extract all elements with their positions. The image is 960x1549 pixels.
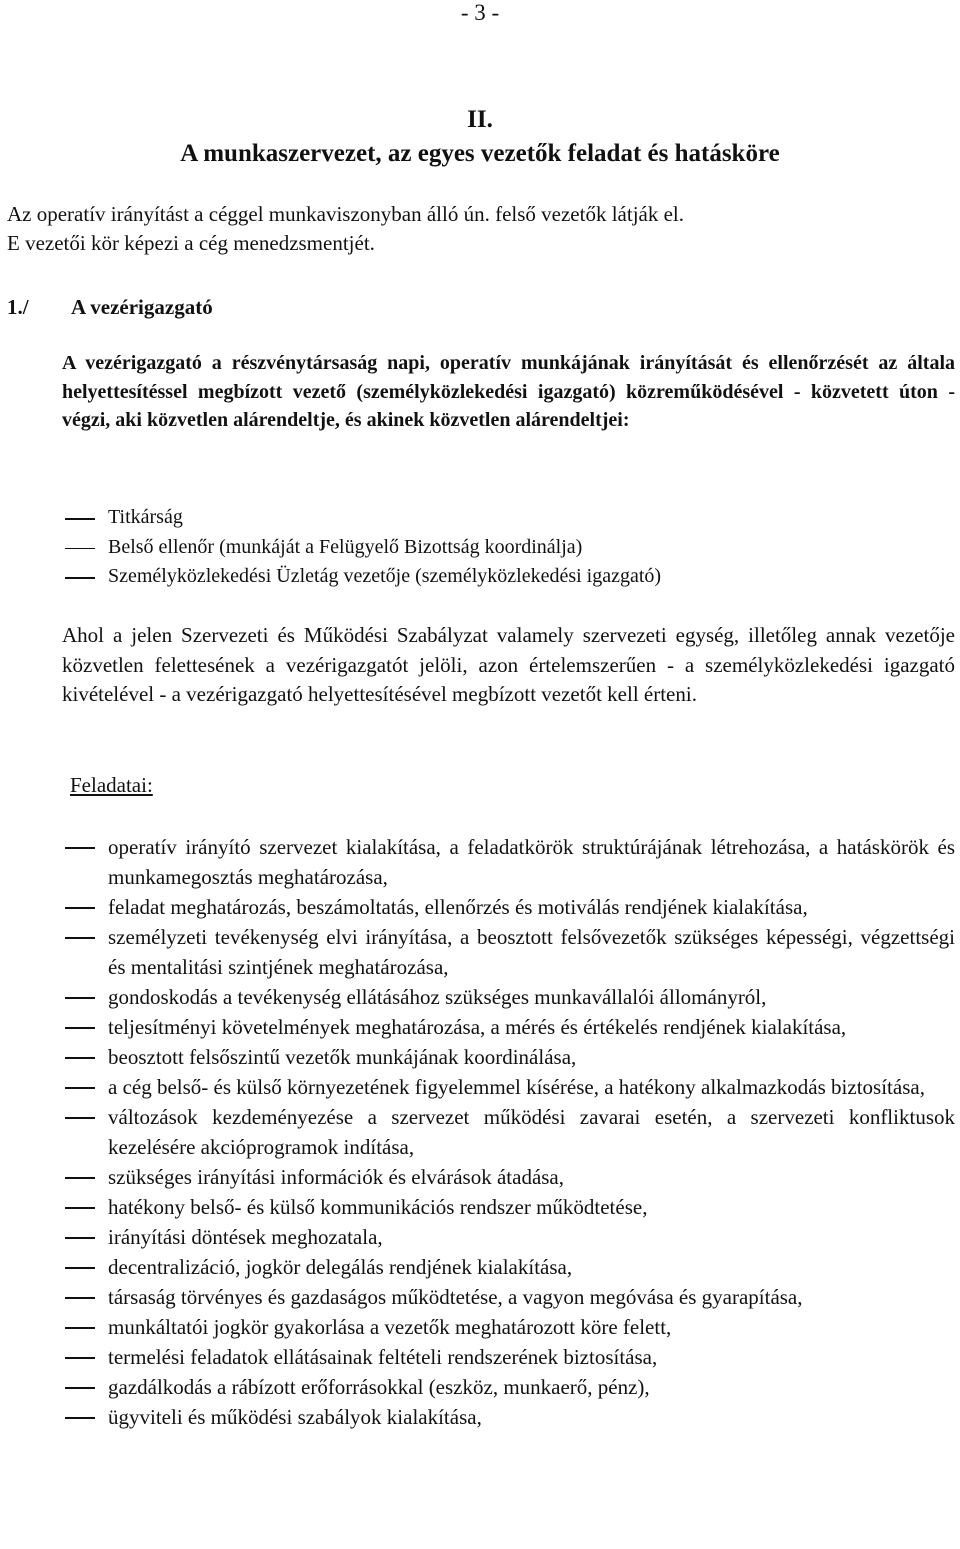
list-item: gazdálkodás a rábízott erőforrásokkal (eszköz, munkaerő, pénz), <box>62 1372 955 1402</box>
tasks-heading: Feladatai: <box>70 773 153 797</box>
list-item: Belső ellenőr (munkáját a Felügyelő Bizottság koordinálja) <box>62 533 955 563</box>
chapter-title: A munkaszervezet, az egyes vezetők feladat és hatásköre <box>180 140 780 167</box>
list-item: operatív irányító szervezet kialakítása, a feladatkörök struktúrájának létrehozása, a hatáskörök és munkamegosztás meghatározása, <box>62 832 955 892</box>
list-item: Titkárság <box>62 503 955 533</box>
list-item: hatékony belső- és külső kommunikációs rendszer működtetése, <box>62 1192 955 1222</box>
section-number: 1./ <box>7 295 29 319</box>
tasks-list <box>62 832 955 1432</box>
list-item: munkáltatói jogkör gyakorlása a vezetők meghatározott köre felett, <box>62 1312 955 1342</box>
list-item: a cég belső- és külső környezetének figyelemmel kísérése, a hatékony alkalmazkodás biztosítása, <box>62 1072 955 1102</box>
list-item: decentralizáció, jogkör delegálás rendjének kialakítása, <box>62 1252 955 1282</box>
list-item: Személyközlekedési Üzletág vezetője (személyközlekedési igazgató) <box>62 562 955 592</box>
list-item: változások kezdeményezése a szervezet működési zavarai esetén, a szervezeti konfliktusok kezelésére akcióprogramok indítása, <box>62 1102 955 1162</box>
list-item: feladat meghatározás, beszámoltatás, ellenőrzés és motiválás rendjének kialakítása, <box>62 892 955 922</box>
list-item: termelési feladatok ellátásainak feltételi rendszerének biztosítása, <box>62 1342 955 1372</box>
chapter-heading: II. <box>467 106 493 133</box>
subordinates-list <box>62 503 955 592</box>
list-item: társaság törvényes és gazdaságos működtetése, a vagyon megóvása és gyarapítása, <box>62 1282 955 1312</box>
list-item: ügyviteli és működési szabályok kialakítása, <box>62 1402 955 1432</box>
intro-line-1: Az operatív irányítást a céggel munkaviszonyban álló ún. felső vezetők látják el. <box>7 202 685 226</box>
list-item: irányítási döntések meghozatala, <box>62 1222 955 1252</box>
bold-paragraph: A vezérigazgató a részvénytársaság napi, operatív munkájának irányítását és ellenőrzését az általa helyettesítéssel megbízott vezető (személyközlekedési igazgató) közreműködésével - közvetett úton - végzi, aki közvetlen alárendeltje, és akinek közvetlen alárendeltjei: <box>62 352 955 432</box>
section-title: A vezérigazgató <box>71 295 213 319</box>
list-item: teljesítményi követelmények meghatározása, a mérés és értékelés rendjének kialakítása, <box>62 1012 955 1042</box>
rule-paragraph: Ahol a jelen Szervezeti és Működési Szabályzat valamely szervezeti egység, illetőleg annak vezetője közvetlen felettesének a vezérigazgatót jelöli, azon értelemszerűen - a személyközlekedési igazgató kivételével - a vezérigazgató helyettesítésével megbízott vezetőt kell érteni. <box>62 623 955 706</box>
list-item: gondoskodás a tevékenység ellátásához szükséges munkavállalói állományról, <box>62 982 955 1012</box>
intro-line-2: E vezetői kör képezi a cég menedzsmentjét. <box>7 231 375 255</box>
list-item: szükséges irányítási információk és elvárások átadása, <box>62 1162 955 1192</box>
list-item: beosztott felsőszintű vezetők munkájának koordinálása, <box>62 1042 955 1072</box>
list-item: személyzeti tevékenység elvi irányítása, a beosztott felsővezetők szükséges képességi, végzettségi és mentalitási szintjének meghatározása, <box>62 922 955 982</box>
page-number: - 3 - <box>460 0 500 25</box>
